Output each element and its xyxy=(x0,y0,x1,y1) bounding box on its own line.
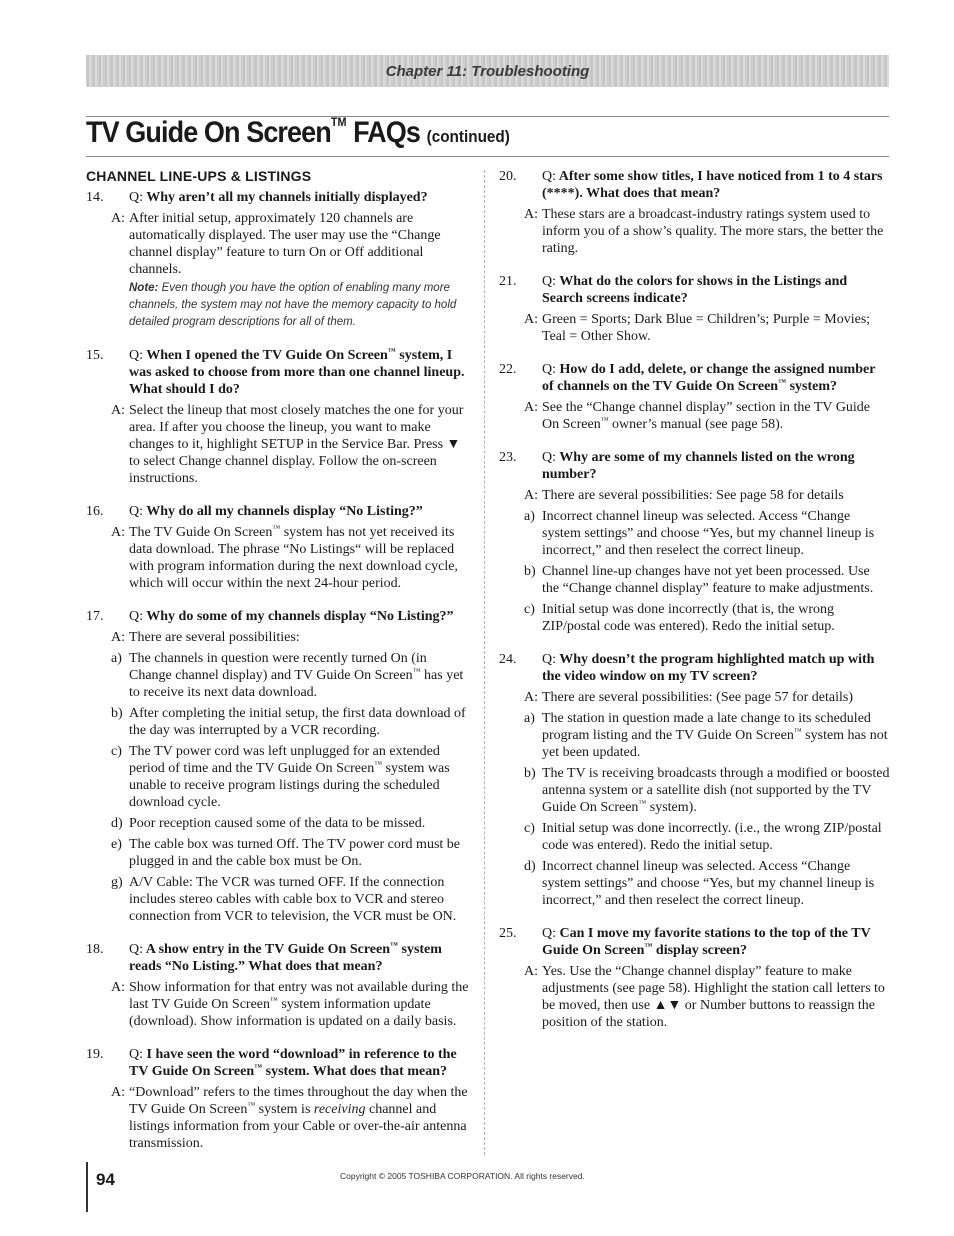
faq-question: 18. Q: A show entry in the TV Guide On Screen™ system reads “No Listing.” What does that mean? xyxy=(86,940,442,974)
faq-answer: A: After initial setup, approximately 120 channels are automatically displayed. The user may use the “Change channel display” feature to turn On or Off additional channels. xyxy=(111,211,441,277)
faq-answer: A: Green = Sports; Dark Blue = Children’s; Purple = Movies; Teal = Other Show. xyxy=(524,312,871,344)
faq-22 xyxy=(499,361,890,433)
list-item: d) Poor reception caused some of the data to be missed. xyxy=(111,816,426,831)
faq-question: 19. Q: I have seen the word “download” in reference to the TV Guide On Screen™ system. What does that mean? xyxy=(86,1047,457,1079)
chapter-banner xyxy=(86,55,889,87)
faq-answer: A: These stars are a broadcast-industry ratings system used to inform you of a show’s quality. The more stars, the better the rating. xyxy=(524,207,884,256)
faq-20 xyxy=(499,168,890,257)
list-item: c) Initial setup was done incorrectly. (i.e., the wrong ZIP/postal code was entered). Redo the initial setup. xyxy=(524,821,882,853)
chapter-title: Chapter 11: Troubleshooting xyxy=(385,63,590,80)
faq-15 xyxy=(86,347,473,487)
faq-25 xyxy=(499,925,890,1031)
title-rule xyxy=(86,156,889,157)
faq-answer: A: There are several possibilities: See page 58 for details xyxy=(524,488,844,503)
faq-answer: A: Show information for that entry was not available during the last TV Guide On Screen™ system information update (download). Show information is updated on a daily basis. xyxy=(111,980,469,1029)
faq-16 xyxy=(86,503,473,592)
faq-question: 23. Q: Why are some of my channels listed on the wrong number? xyxy=(499,450,855,482)
faq-question: 20. Q: After some show titles, I have noticed from 1 to 4 stars (****). What does that mean? xyxy=(499,169,883,201)
faq-answer: A: Select the lineup that most closely matches the one for your area. If after you choose the lineup, you want to make changes to it, highlight SETUP in the Service Bar. Press ▼ to select Change channel display. Follow the on-screen instructions. xyxy=(111,403,464,486)
list-item: a) Incorrect channel lineup was selected. Access “Change system settings” and choose “Yes, but my channel lineup is incorrect,” and then reselect the correct lineup. xyxy=(524,509,875,558)
list-item: d) Incorrect channel lineup was selected. Access “Change system settings” and choose “Yes, but my channel lineup is incorrect,” and then reselect the correct lineup. xyxy=(524,859,875,908)
faq-answer: A: “Download” refers to the times throughout the day when the TV Guide On Screen™ system is receiving channel and listings information from your Cable or over-the-air antenna transmission. xyxy=(111,1085,468,1151)
copyright-notice: Copyright © 2005 TOSHIBA CORPORATION. All rights reserved. xyxy=(340,1171,585,1181)
list-item: b) The TV is receiving broadcasts through a modified or boosted antenna system or a satellite dish (not supported by the TV Guide On Screen™ system). xyxy=(524,766,890,815)
faq-17 xyxy=(86,608,473,925)
title-continued: (continued) xyxy=(426,127,510,146)
list-item: e) The cable box was turned Off. The TV power cord must be plugged in and the cable box must be On. xyxy=(111,837,460,869)
faq-question: 17. Q: Why do some of my channels display “No Listing?” xyxy=(86,609,454,624)
faq-19 xyxy=(86,1046,473,1152)
faq-question: 15. Q: When I opened the TV Guide On Screen™ system, I was asked to choose from more than one channel lineup. What should I do? xyxy=(86,346,465,397)
faq-question: 24. Q: Why doesn’t the program highlighted match up with the video window on my TV screen? xyxy=(499,652,875,684)
list-item: b) Channel line-up changes have not yet been processed. Use the “Change channel display” feature to make adjustments. xyxy=(524,564,874,596)
right-column xyxy=(499,168,890,1047)
faq-answer: A: There are several possibilities: xyxy=(111,630,300,645)
list-item: c) The TV power cord was left unplugged for an extended period of time and the TV Guide On Screen™ system was unable to receive program listings during the scheduled download cycle. xyxy=(111,744,450,810)
faq-question: 16. Q: Why do all my channels display “No Listing?” xyxy=(86,504,423,519)
faq-answer: A: See the “Change channel display” section in the TV Guide On Screen™ owner’s manual (see page 58). xyxy=(524,400,871,432)
left-column xyxy=(86,168,473,1168)
faq-answer: A: There are several possibilities: (See page 57 for details) xyxy=(524,690,853,705)
faq-answer: A: The TV Guide On Screen™ system has not yet received its data download. The phrase “No Listings“ will be replaced with program information during the next download cycle, which will occur within the next 24-hour period. xyxy=(111,523,458,591)
faq-answer: A: Yes. Use the “Change channel display” feature to make adjustments (see page 58). Highlight the station call letters to be moved, then use ▲▼ or Number buttons to reassign the position of the station. xyxy=(524,964,885,1030)
faq-question: 22. Q: How do I add, delete, or change the assigned number of channels on the TV Guide On Screen™ system? xyxy=(499,362,876,394)
list-item: g) A/V Cable: The VCR was turned OFF. If the connection includes stereo cables with cable box to VCR and stereo connection from VCR to television, the VCR must be ON. xyxy=(111,875,457,924)
page-number: 94 xyxy=(96,1170,115,1189)
faq-question: 21. Q: What do the colors for shows in the Listings and Search screens indicate? xyxy=(499,274,848,306)
faq-note: Note: Even though you have the option of enabling many more channels, the system may not have the memory capacity to hold detailed program descriptions for all of them. xyxy=(129,282,457,328)
list-item: a) The station in question made a late change to its scheduled program listing and the TV Guide On Screen™ system has not yet been updated. xyxy=(524,711,888,760)
column-divider xyxy=(484,170,485,1155)
title-trademark: TM xyxy=(330,115,347,129)
page-title: TV Guide On Screen™ FAQs (continued) xyxy=(86,115,510,149)
footer-bar xyxy=(86,1162,88,1212)
faq-24 xyxy=(499,651,890,909)
section-heading: CHANNEL LINE-UPS & LISTINGS xyxy=(86,168,312,184)
list-item: a) The channels in question were recently turned On (in Change channel display) and TV Guide On Screen™ has yet to receive its next data download. xyxy=(111,651,464,700)
faq-18 xyxy=(86,941,473,1030)
faq-question: 14. Q: Why aren’t all my channels initially displayed? xyxy=(86,190,428,205)
faq-question: 25. Q: Can I move my favorite stations to the top of the TV Guide On Screen™ display screen? xyxy=(499,926,871,958)
faq-23 xyxy=(499,449,890,635)
faq-21 xyxy=(499,273,890,345)
faq-14 xyxy=(86,189,473,331)
list-item: c) Initial setup was done incorrectly (that is, the wrong ZIP/postal code was entered). Redo the initial setup. xyxy=(524,602,835,634)
list-item: b) After completing the initial setup, the first data download of the day was interrupted by a VCR recording. xyxy=(111,706,466,738)
